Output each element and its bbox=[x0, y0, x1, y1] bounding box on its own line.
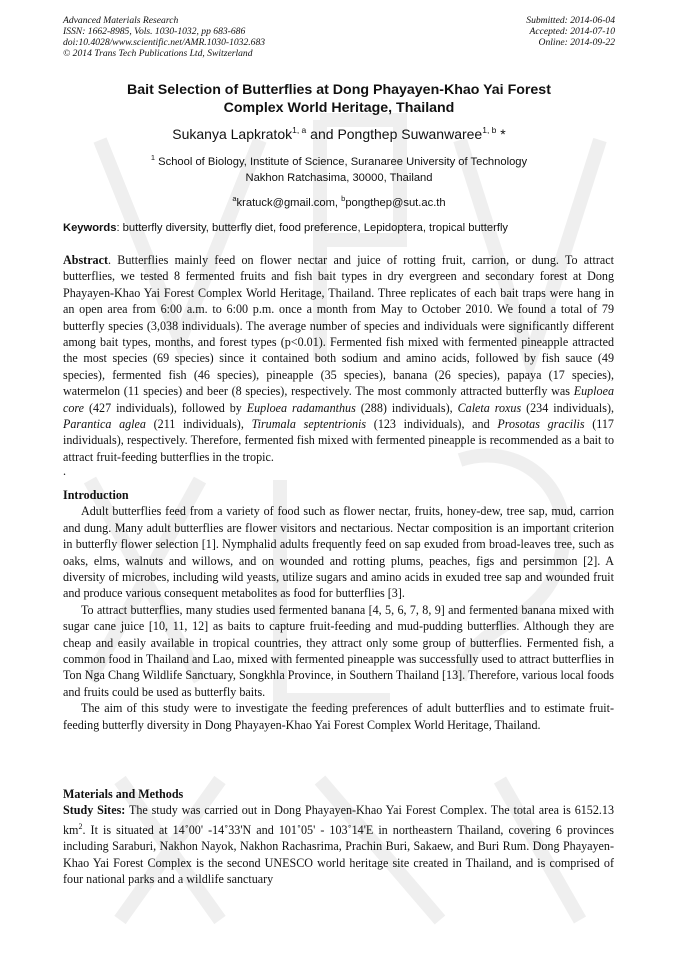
journal-header-left bbox=[63, 15, 265, 59]
introduction-heading: Introduction bbox=[63, 488, 129, 502]
affiliation-line-2: Nakhon Ratchasima, 30000, Thailand bbox=[245, 172, 433, 184]
intro-paragraph-1: Adult butterflies feed from a variety of food such as flower nectar, fruits, honey-dew, tree sap, mud, carrion and dung. Many adult butterflies are flower visitors and nectarious. Nectar composition is an important criterion in butterfly flower selection [1]. Nymphalid adults frequently feed on sap exuded from broad-leaves tree, such as oaks, elms, walnuts and willows, and on wounded and rotting plums, peaches, figs and persimmon [2]. A diversity of microbes, including wild yeasts, utilize sugars and amino acids in exuded tree sap and wounded fruit and produce various consequent metabolites as food for butterflies [3]. bbox=[63, 504, 614, 601]
submitted-date: Submitted: 2014-06-04 bbox=[526, 15, 615, 26]
title-line-2: Complex World Heritage, Thailand bbox=[223, 100, 455, 116]
keywords-label: Keywords bbox=[63, 222, 117, 234]
journal-header-right bbox=[526, 15, 615, 48]
abstract-text: (427 individuals), followed by bbox=[84, 400, 247, 415]
species-name: Parantica aglea bbox=[63, 417, 146, 432]
email-a: kratuck@gmail.com, bbox=[236, 197, 342, 209]
abstract-text: (234 individuals), bbox=[521, 400, 615, 415]
species-name: Euploea radamanthus bbox=[246, 400, 356, 415]
abstract bbox=[63, 252, 614, 477]
emails bbox=[63, 192, 615, 210]
author-1-affil: 1, a bbox=[292, 125, 307, 135]
accepted-date: Accepted: 2014-07-10 bbox=[529, 26, 615, 37]
author-1: Sukanya Lapkratok bbox=[172, 126, 293, 142]
issn: ISSN: 1662-8985, Vols. 1030-1032, pp 683-686 bbox=[63, 26, 246, 37]
abstract-text: (288) individuals), bbox=[355, 400, 458, 415]
journal-name: Advanced Materials Research bbox=[63, 15, 179, 26]
corresponding-mark: * bbox=[496, 126, 506, 142]
stray-dot: . bbox=[63, 464, 67, 479]
methods-section bbox=[63, 786, 614, 887]
methods-heading: Materials and Methods bbox=[63, 787, 184, 801]
species-name: Euploea core bbox=[63, 384, 614, 415]
title-line-1: Bait Selection of Butterflies at Dong Phayayen-Khao Yai Forest bbox=[127, 82, 551, 98]
intro-paragraph-3: The aim of this study were to investigate the feeding preferences of adult butterflies and to estimate fruit-feeding butterfly diversity in Dong Phayayen-Khao Yai Forest Complex World Heritage, Thailand. bbox=[63, 701, 614, 732]
author-and: and bbox=[306, 126, 338, 142]
keywords bbox=[63, 221, 623, 235]
copyright: © 2014 Trans Tech Publications Ltd, Switzerland bbox=[63, 48, 253, 59]
intro-paragraph-2: To attract butterflies, many studies used fermented banana [4, 5, 6, 7, 8, 9] and fermented banana mixed with sugar cane juice [10, 11, 12] as baits to capture fruit-feeding and mud-pudding butterflies. Although they are cheap and easily available in tropical countries, they attract only some group of butterflies. Fermented fish, a common food in Thailand and Lao, mixed with fermented pineapple was successfully used to attract butterflies in Ton Nga Chang Wildlife Sanctuary, Songkhla Province, in Southern Thailand [13]. Therefore, various local foods and fruits could be used as butterfly baits. bbox=[63, 602, 614, 699]
km2-sup: 2 bbox=[78, 821, 83, 831]
species-name: Caleta roxus bbox=[457, 400, 522, 415]
abstract-label: Abstract bbox=[63, 253, 109, 267]
methods-text: . It is situated at 14˚00' -14˚33'N and 101˚05' - 103˚14'E in northeastern Thailand, covering 6 provinces including Saraburi, Nakhon Nayok, Nakhon Rachasrima, Prachin Buri, Sakaew, and Buri Rum. Dong Phayayen-Khao Yai Forest Complex is the second UNESCO world heritage site created in Thailand, and is comprised of four national parks and a wildlife sanctuary bbox=[63, 822, 614, 887]
author-2: Pongthep Suwanwaree bbox=[337, 126, 483, 142]
introduction-section bbox=[63, 487, 614, 733]
abstract-text: (123 individuals), and bbox=[366, 417, 498, 432]
abstract-text: (117 individuals), respectively. Therefore, fermented fish mixed with fermented pineapple is recommended as a bait to attract fruit-feeding butterflies in the tropic. bbox=[63, 417, 614, 464]
methods-text: The study was carried out in Dong Phayayen-Khao Yai Forest Complex. The total area is 6152.13 km bbox=[63, 803, 614, 837]
affiliation-line-1 bbox=[63, 151, 615, 169]
abstract-text: . Butterflies mainly feed on flower nectar and juice of rotting fruit, carrion, or dung. To attract butterflies, we tested 8 fermented fruits and fish bait types in dry evergreen and secondary forest at Dong Phayayen-Khao Yai Forest Complex World Heritage, Thailand. Three replicates of each bait traps were hang in an open area from 6:00 a.m. to 6:00 p.m. once a month from May to October 2010. We found a total of 79 butterfly species (3,038 individuals). The average number of species and individuals were significantly different among bait types, months, and forest types (p<0.01). Fermented fish mixed with fermented pineapple attracted the most species (69 species) since it contained both sodium and amino acids, followed by fish sauce (49 species), fermented fish (46 species), pineapple (35 species), banana (26 species), papaya (17 species), watermelon (11 species) and beer (8 species), respectively. The most commonly attracted butterfly was bbox=[63, 253, 614, 399]
doi: doi:10.4028/www.scientific.net/AMR.1030-1032.683 bbox=[63, 37, 266, 48]
species-name: Tirumala septentrionis bbox=[251, 417, 367, 432]
email-b: pongthep@sut.ac.th bbox=[345, 197, 446, 209]
abstract-text: (211 individuals), bbox=[145, 417, 252, 432]
species-name: Prosotas gracilis bbox=[497, 417, 585, 432]
online-date: Online: 2014-09-22 bbox=[538, 37, 615, 48]
author-2-affil: 1, b bbox=[482, 125, 497, 135]
affiliation-sup: 1 bbox=[150, 153, 156, 162]
email-a-sup: a bbox=[232, 194, 237, 203]
keywords-text: : butterfly diversity, butterfly diet, food preference, Lepidoptera, tropical butterfly bbox=[116, 222, 509, 234]
email-b-sup: b bbox=[341, 194, 346, 203]
paper-title bbox=[63, 81, 615, 117]
study-sites-label: Study Sites: bbox=[63, 803, 126, 818]
authors bbox=[63, 122, 615, 143]
affiliation-text: School of Biology, Institute of Science, Suranaree University of Technology bbox=[155, 156, 528, 168]
